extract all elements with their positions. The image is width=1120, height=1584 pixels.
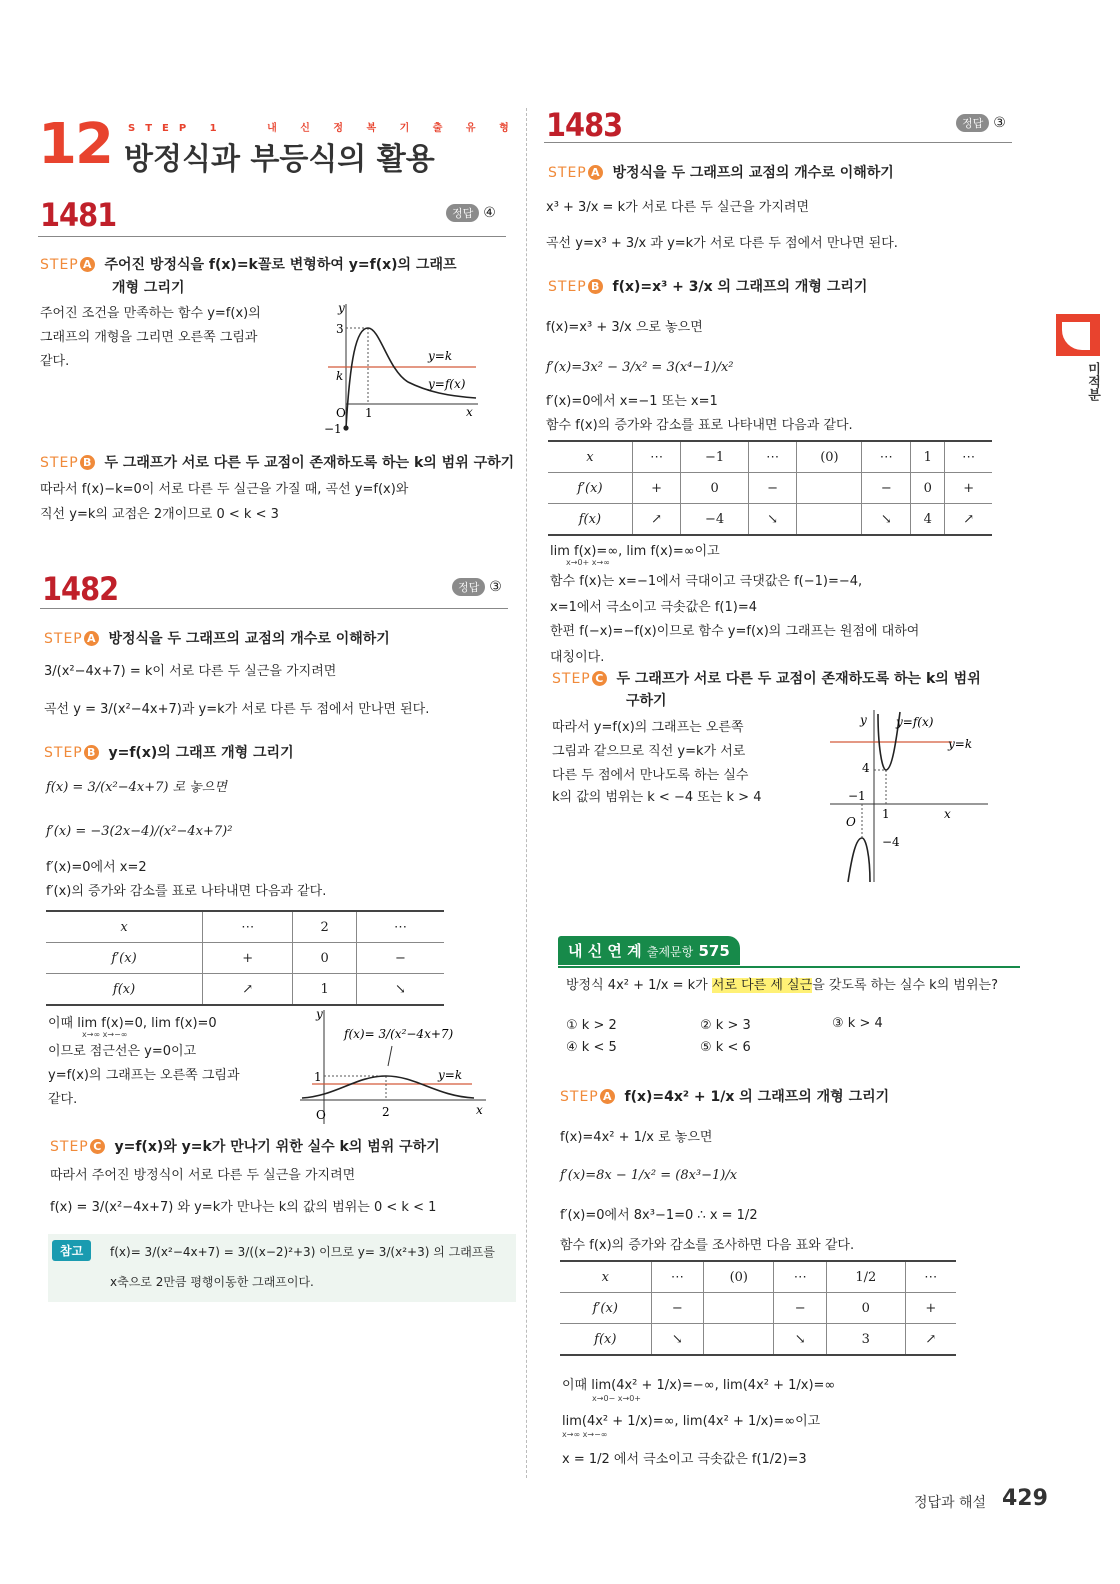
note-line1: f(x)= 3/(x²−4x+7) = 3/((x−2)²+3) 이므로 y= 3/(x²+3) 의 그래프를 (110, 1245, 495, 1259)
choice-3: ③ k > 4 (832, 1016, 883, 1031)
text-1483-after1-sub: x→0+ x→∞ (566, 558, 610, 567)
text-1481-a2: 그래프의 개형을 그리면 오른쪽 그림과 (40, 330, 258, 345)
variation-table-1483 (548, 440, 992, 536)
label-fx: f(x)= 3/(x²−4x+7) (344, 1027, 454, 1041)
curve-left-branch (848, 838, 870, 882)
text-1482-a1: 3/(x²−4x+7) = k이 서로 다른 두 실근을 가지려면 (44, 664, 337, 679)
note-box-1482 (48, 1234, 516, 1302)
step-a-1481: STEP A 주어진 방정식을 f(x)=k꼴로 변형하여 y=f(x)의 그래프 (40, 257, 457, 273)
text-linked-1: f(x)=4x² + 1/x 로 놓으면 (560, 1130, 713, 1145)
label-3: 3 (336, 322, 344, 336)
label-x: x (476, 1103, 483, 1117)
label-yk: y=k (428, 349, 453, 363)
divider (38, 236, 506, 237)
label-2: 2 (382, 1105, 390, 1119)
table-row: f′(x) + 0 − (46, 943, 444, 974)
linked-problem-bar (558, 936, 740, 965)
text-1483-a1: x³ + 3/x = k가 서로 다른 두 실근을 가지려면 (546, 200, 810, 215)
choice-2: ② k > 3 (700, 1018, 751, 1033)
text-1481-a3: 같다. (40, 354, 70, 369)
text-linked-lim2-sub: x→∞ x→−∞ (562, 1430, 608, 1439)
table-row: f′(x) + 0 − − 0 + (548, 473, 992, 504)
text-linked-last: x = 1/2 에서 극소이고 극솟값은 f(1/2)=3 (562, 1452, 807, 1467)
text-1483-a2: 곡선 y=x³ + 3/x 과 y=k가 서로 다른 두 점에서 만나면 된다. (546, 236, 898, 251)
answer-badge-1482: 정답 ③ (452, 576, 502, 596)
text-1483-after2: 함수 f(x)는 x=−1에서 극대이고 극댓값은 f(−1)=−4, (550, 574, 863, 589)
footer-label: 정답과 해설 (914, 1495, 987, 1511)
question-highlight: 서로 다른 세 실근 (711, 978, 813, 993)
text-1482-c2: f(x) = 3/(x²−4x+7) 와 y=k가 만나는 k의 값의 범위는 0 < k < 1 (50, 1200, 437, 1215)
label-1: 1 (365, 406, 373, 420)
label-y: y (860, 713, 867, 727)
table-row: x ⋯ 2 ⋯ (46, 911, 444, 943)
text-1483-c1: 따라서 y=f(x)의 그래프는 오른쪽 (552, 720, 744, 735)
label-yfx: y=f(x) (428, 377, 466, 391)
text-1483-b3: f′(x)=0에서 x=−1 또는 x=1 (546, 394, 718, 409)
label-yfx: y=f(x) (896, 715, 934, 729)
text-linked-4: 함수 f(x)의 증가와 감소를 조사하면 다음 표와 같다. (560, 1238, 855, 1253)
text-1483-b4: 함수 f(x)의 증가와 감소를 표로 나타내면 다음과 같다. (546, 418, 853, 433)
table-row: x ⋯ (0) ⋯ 1/2 ⋯ (560, 1261, 956, 1293)
text-1483-after1: lim f(x)=∞, lim f(x)=∞이고 (550, 544, 720, 559)
choice-4: ④ k < 5 (566, 1040, 617, 1055)
problem-number-1481: 1481 (40, 196, 117, 234)
label-y: y (338, 301, 345, 315)
label-1: 1 (314, 1070, 322, 1084)
text-1483-c4: k의 값의 범위는 k < −4 또는 k > 4 (552, 790, 762, 805)
graph-1483 (826, 706, 996, 884)
linked-bar-label: 내 신 연 계 (568, 942, 642, 960)
label-minus1: −1 (324, 422, 342, 436)
choice-5: ⑤ k < 6 (700, 1040, 751, 1055)
step-c-1483: STEP C 두 그래프가 서로 다른 두 교점이 존재하도록 하는 k의 범위 (552, 671, 981, 687)
divider (544, 142, 1012, 143)
choice-1: ① k > 2 (566, 1018, 617, 1033)
text-linked-lim1-sub: x→0− x→0+ (592, 1394, 642, 1403)
table-row: f′(x) − − 0 + (560, 1293, 956, 1324)
text-1483-c3: 다른 두 점에서 만나도록 하는 실수 (552, 768, 749, 783)
text-linked-lim1: 이때 lim(4x² + 1/x)=−∞, lim(4x² + 1/x)=∞ (562, 1378, 836, 1393)
label-4: 4 (862, 761, 870, 775)
label-x: x (944, 807, 951, 821)
problem-number-1482: 1482 (42, 570, 119, 608)
answer-badge-1481: 정답 ④ (446, 202, 496, 222)
text-1482-b4: f′(x)의 증가와 감소를 표로 나타내면 다음과 같다. (46, 884, 327, 899)
label-minus1: −1 (848, 789, 866, 803)
step-b-1483: STEP B f(x)=x³ + 3/x 의 그래프의 개형 그리기 (548, 279, 868, 295)
label-origin: O (336, 406, 346, 420)
label-x: x (466, 405, 473, 419)
step-c-1483-cont: 구하기 (626, 693, 667, 709)
variation-table-1482 (46, 910, 444, 1006)
note-badge: 참고 (52, 1240, 91, 1261)
text-1483-after5: 대칭이다. (550, 650, 605, 665)
table-row: x ⋯ −1 ⋯ (0) ⋯ 1 ⋯ (548, 441, 992, 473)
step-a-1482: STEP A 방정식을 두 그래프의 교점의 개수로 이해하기 (44, 631, 390, 647)
answer-1483: ③ (993, 115, 1006, 131)
chapter-step-desc: 내 신 정 복 기 출 유 형 (267, 123, 519, 134)
endpoint-dot (343, 425, 348, 430)
step-b-1482: STEP B y=f(x)의 그래프 개형 그리기 (44, 745, 294, 761)
table-row: f(x) ↘ ↘ 3 ↗ (560, 1324, 956, 1356)
text-1483-b2: f′(x)=3x² − 3/x² = 3(x⁴−1)/x² (546, 360, 734, 375)
text-1481-b2: 직선 y=k의 교점은 2개이므로 0 < k < 3 (40, 507, 279, 522)
variation-table-linked (560, 1260, 956, 1356)
text-1483-after4: 한편 f(−x)=−f(x)이므로 함수 y=f(x)의 그래프는 원점에 대하여 (550, 624, 920, 639)
table-row: f(x) ↗ 1 ↘ (46, 974, 444, 1006)
text-1482-a2: 곡선 y = 3/(x²−4x+7)과 y=k가 서로 다른 두 점에서 만나면 된다. (44, 702, 430, 717)
step-a-1483: STEP A 방정식을 두 그래프의 교점의 개수로 이해하기 (548, 165, 894, 181)
linked-bar-num: 575 (698, 942, 730, 960)
chapter-title: 방정식과 부등식의 활용 (124, 142, 435, 177)
step-a-1481-cont: 개형 그리기 (112, 280, 185, 296)
text-1482-after3: y=f(x)의 그래프는 오른쪽 그림과 (48, 1068, 240, 1083)
answer-1481: ④ (483, 205, 496, 221)
text-linked-3: f′(x)=0에서 8x³−1=0 ∴ x = 1/2 (560, 1208, 758, 1223)
side-tab-label: 미적분 (1085, 362, 1100, 401)
label-origin: O (846, 815, 856, 829)
text-1482-after1-sub: x→∞ x→−∞ (82, 1030, 128, 1039)
label-yk: y=k (948, 737, 973, 751)
step-b-1481: STEP B 두 그래프가 서로 다른 두 교점이 존재하도록 하는 k의 범위 구하기 (40, 455, 515, 471)
text-1481-a1: 주어진 조건을 만족하는 함수 y=f(x)의 (40, 306, 261, 321)
step-a-linked: STEP A f(x)=4x² + 1/x 의 그래프의 개형 그리기 (560, 1089, 890, 1105)
text-1482-after1: 이때 lim f(x)=0, lim f(x)=0 (48, 1016, 217, 1031)
linked-question: 방정식 4x² + 1/x = k가 서로 다른 세 실근을 갖도록 하는 실수 k의 범위는? (566, 978, 998, 993)
chapter-number: 12 (38, 112, 112, 177)
graph-1481 (318, 300, 486, 440)
text-1482-b2: f′(x) = −3(2x−4)/(x²−4x+7)² (46, 824, 233, 839)
text-1482-after4: 같다. (48, 1092, 78, 1107)
linked-divider (558, 966, 1020, 968)
note-line2: x축으로 2만큼 평행이동한 그래프이다. (110, 1275, 314, 1289)
table-row: f(x) ↗ −4 ↘ ↘ 4 ↗ (548, 504, 992, 536)
label-minus4: −4 (882, 835, 900, 849)
text-1483-b1: f(x)=x³ + 3/x 으로 놓으면 (546, 320, 703, 335)
answer-badge-1483: 정답 ③ (956, 112, 1006, 132)
label-1: 1 (882, 807, 890, 821)
text-linked-lim2: lim(4x² + 1/x)=∞, lim(4x² + 1/x)=∞이고 (562, 1414, 821, 1429)
text-1482-b1: f(x) = 3/(x²−4x+7) 로 놓으면 (46, 780, 227, 795)
step-c-1482: STEP C y=f(x)와 y=k가 만나기 위한 실수 k의 범위 구하기 (50, 1139, 440, 1155)
answer-1482: ③ (489, 579, 502, 595)
text-1483-c2: 그림과 같으므로 직선 y=k가 서로 (552, 744, 746, 759)
label-yk: y=k (438, 1068, 463, 1082)
text-1483-after3: x=1에서 극소이고 극솟값은 f(1)=4 (550, 600, 757, 615)
label-k: k (336, 369, 344, 383)
label-origin: O (316, 1108, 326, 1122)
page-number: 429 (1002, 1486, 1048, 1511)
graph-1482 (296, 1004, 492, 1128)
text-1482-c1: 따라서 주어진 방정식이 서로 다른 두 실근을 가지려면 (50, 1168, 356, 1183)
text-1482-after2: 이므로 점근선은 y=0이고 (48, 1044, 197, 1059)
chapter-step-label: STEP 1 내 신 정 복 기 출 유 형 (128, 123, 519, 134)
pointer-arrow (388, 1046, 392, 1066)
divider (40, 608, 508, 609)
text-linked-2: f′(x)=8x − 1/x² = (8x³−1)/x (560, 1168, 738, 1183)
problem-number-1483: 1483 (546, 106, 623, 144)
column-divider (526, 108, 527, 1478)
label-y: y (316, 1007, 323, 1021)
linked-bar-sub: 출제문항 (646, 945, 694, 959)
text-1482-b3: f′(x)=0에서 x=2 (46, 860, 147, 875)
text-1481-b1: 따라서 f(x)−k=0이 서로 다른 두 실근을 가질 때, 곡선 y=f(x)와 (40, 482, 409, 497)
